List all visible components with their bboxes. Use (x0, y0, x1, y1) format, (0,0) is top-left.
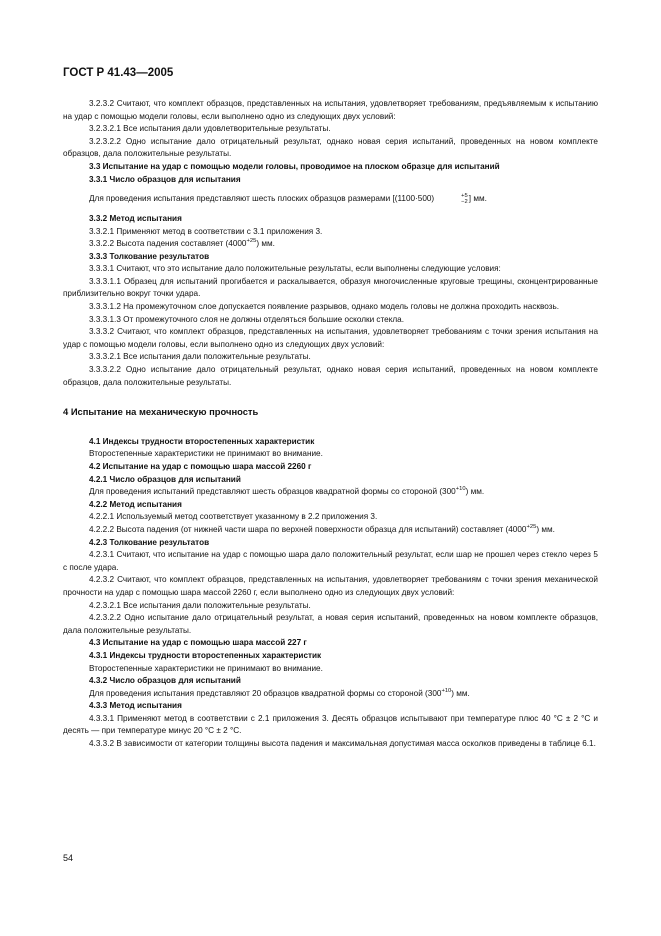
paragraph: Второстепенные характеристики не принимают во внимание. (89, 663, 323, 673)
text: ) мм. (536, 524, 555, 534)
subsection-heading: 3.3.2 Метод испытания (89, 213, 182, 223)
page-number: 54 (63, 853, 74, 863)
subsection-heading: 4.2.2 Метод испытания (89, 499, 182, 509)
subsection-heading: 4.2.3 Толкование результатов (89, 537, 210, 547)
paragraph: 3.3.3.1.3 От промежуточного слоя не должны отделяться большие осколки стекла. (89, 314, 404, 324)
subsection-heading: 4.2 Испытание на удар с помощью шара массой 2260 г (89, 462, 312, 472)
paragraph: 3.2.3.2.2 Одно испытание дало отрицательный результат, однако новая серия испытаний, проведенных на новом комплекте образцов, дала положительные результаты. (63, 136, 598, 159)
paragraph (63, 486, 598, 499)
subsection-heading: 4.2.1 Число образцов для испытаний (89, 474, 241, 484)
text: 4.2.2.2 Высота падения (от нижней части шара по верхней поверхности образца для испытаний) составляет (4000 (89, 524, 527, 534)
paragraph: 3.3.3.2.1 Все испытания дали положительные результаты. (89, 352, 311, 362)
document-header: ГОСТ Р 41.43—2005 (63, 67, 174, 79)
paragraph: 3.3.3.2.2 Одно испытание дало отрицательный результат, однако новая серия испытаний, проведенных на новом комплекте образцов, дала положительные результаты. (63, 365, 598, 387)
paragraph (63, 688, 598, 701)
paragraph: 3.2.3.2.1 Все испытания дали удовлетворительные результаты. (89, 124, 331, 134)
paragraph: 3.3.3.1.1 Образец для испытаний прогибается и раскалывается, образуя многочисленные круговые трещины, сконцентрированные приблизительно вокруг точки удара. (63, 276, 598, 299)
text: Для проведения испытаний представляют шесть образцов квадратной формы со стороной (300 (89, 487, 456, 497)
subsection-heading: 4.1 Индексы трудности второстепенных характеристик (89, 436, 315, 446)
paragraph: 4.2.3.2.2 Одно испытание дало отрицательный результат, а новая серия испытаний, проведенных на новом комплекте образцов, дала положительные результаты. (63, 613, 598, 635)
subsection-heading: 4.3.3 Метод испытания (89, 701, 182, 711)
paragraph: 3.2.3.2 Считают, что комплект образцов, представленных на испытания, удовлетворяет требованиям, предъявляемым к испытанию на удар с помощью модели головы, если выполнено одно из следующих двух условий: (63, 99, 598, 121)
superscript: +25 (526, 523, 537, 530)
text: ) мм. (451, 688, 470, 698)
text: ) мм. (465, 487, 485, 497)
paragraph: 4.2.3.2 Считают, что комплект образцов, представленных на испытания, удовлетворяет требованиям с точки зрения механической прочности на удар с помощью шара массой 2260 г, если выполнено одно из следующих двух условий: (63, 575, 598, 597)
paragraph: 3.3.2.1 Применяют метод в соответствии с 3.1 приложения 3. (89, 226, 323, 236)
paragraph: 3.3.3.1.2 На промежуточном слое допускается появление разрывов, однако модель головы не должна проходить насквозь. (89, 302, 560, 312)
section-heading: 3.3 Испытание на удар с помощью модели головы, проводимое на плоском образце для испытаний (89, 161, 500, 171)
document-body (63, 98, 598, 751)
subsection-heading: 4.3 Испытание на удар с помощью шара массой 227 г (89, 638, 307, 648)
paragraph: 4.3.3.1 Применяют метод в соответствии с 2.1 приложения 3. Десять образцов испытывают при температуре плюс 40 °С ± 2 °С и десять — при температуре минус 20 °С ± 2 °С. (63, 713, 598, 736)
superscript: +10 (441, 687, 452, 694)
paragraph: 3.3.3.2 Считают, что комплект образцов, представленных на испытания, удовлетворяет требованиям с точки зрения испытания на удар с помощью модели головы, если выполнено одно из следующих двух условий: (63, 327, 598, 349)
tolerance-lower: −2 (461, 199, 468, 206)
paragraph (63, 238, 598, 251)
subsection-heading: 4.3.2 Число образцов для испытаний (89, 676, 241, 686)
text: ] мм. (468, 194, 487, 204)
text: Для проведения испытания представляют 20 образцов квадратной формы со стороной (300 (89, 688, 442, 698)
paragraph: 4.3.3.2 В зависимости от категории толщины высота падения и максимальная допустимая масса осколков приведены в таблице 6.1. (89, 739, 596, 749)
subsection-heading: 3.3.3 Толкование результатов (89, 251, 210, 261)
text: ) мм. (256, 239, 275, 249)
text: 3.3.2.2 Высота падения составляет (4000 (89, 239, 247, 249)
superscript: +10 (455, 486, 466, 493)
paragraph (63, 193, 598, 206)
paragraph: 4.2.2.1 Используемый метод соответствует указанному в 2.2 приложения 3. (89, 512, 378, 522)
text: Для проведения испытания представляют шесть плоских образцов размерами [(1100·500) (89, 194, 435, 204)
paragraph: 4.2.3.2.1 Все испытания дали положительные результаты. (89, 600, 311, 610)
paragraph (63, 524, 598, 537)
paragraph: 3.3.3.1 Считают, что это испытание дало положительные результаты, если выполнены следующие условия: (89, 264, 501, 274)
section-heading: 4 Испытание на механическую прочность (63, 406, 259, 418)
tolerance (435, 193, 468, 205)
paragraph: Второстепенные характеристики не принимают во внимание. (89, 449, 323, 459)
subsection-heading: 4.3.1 Индексы трудности второстепенных характеристик (89, 650, 322, 660)
subsection-heading: 3.3.1 Число образцов для испытания (89, 174, 241, 184)
paragraph: 4.2.3.1 Считают, что испытание на удар с помощью шара дало положительный результат, если шар не прошел через стекло через 5 с после удара. (63, 550, 598, 572)
tolerance-upper: +5 (461, 193, 468, 200)
superscript: +25 (246, 238, 257, 245)
